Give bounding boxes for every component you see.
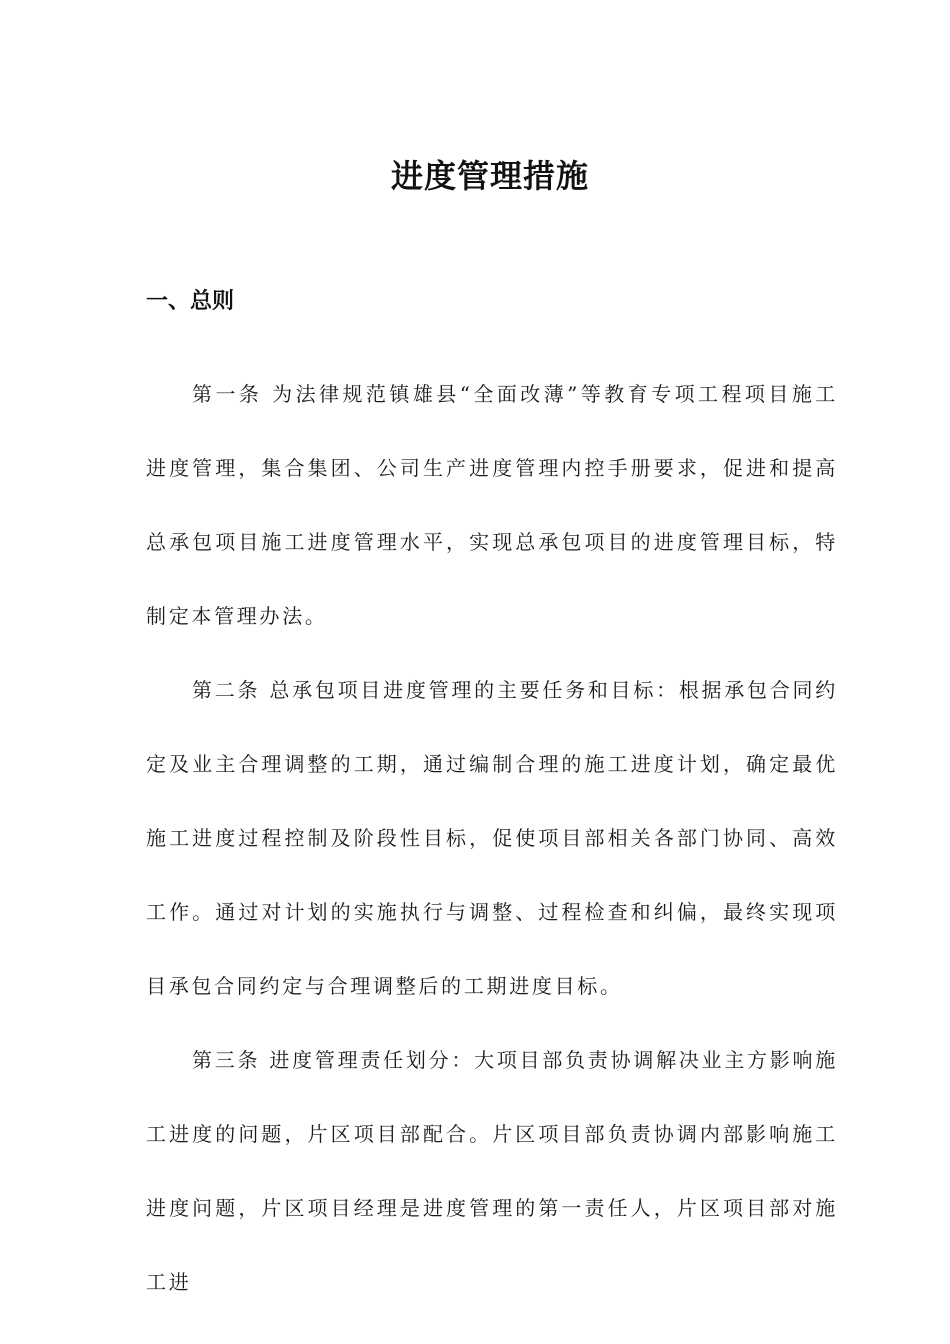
document-title: 进度管理措施 <box>390 157 589 195</box>
paragraph-text: 为法律规范镇雄县“全面改薄”等教育专项工程项目施工进度管理，集合集团、公司生产进度管理内控手册要求，促进和提高总承包项目施工进度管理水平，实现总承包项目的进度管理目标，特制定本管理办法。 <box>146 382 838 628</box>
paragraph-article-3 <box>146 1023 838 1319</box>
paragraph-text: 进度管理责任划分：大项目部负责协调解决业主方影响施工进度的问题，片区项目部配合。片区项目部负责协调内部影响施工进度问题，片区项目经理是进度管理的第一责任人，片区项目部对施工进 <box>146 1048 838 1294</box>
article-number: 第二条 <box>192 678 270 702</box>
article-number: 第一条 <box>192 382 273 406</box>
document-body <box>146 357 838 1319</box>
paragraph-article-2 <box>146 653 838 1023</box>
paragraph-text: 总承包项目进度管理的主要任务和目标：根据承包合同约定及业主合理调整的工期，通过编制合理的施工进度计划，确定最优施工进度过程控制及阶段性目标，促使项目部相关各部门协同、高效工作。通过对计划的实施执行与调整、过程检查和纠偏，最终实现项目承包合同约定与合理调整后的工期进度目标。 <box>146 678 838 998</box>
article-number: 第三条 <box>192 1048 270 1072</box>
section-heading: 一、总则 <box>146 289 235 314</box>
paragraph-article-1 <box>146 357 838 653</box>
